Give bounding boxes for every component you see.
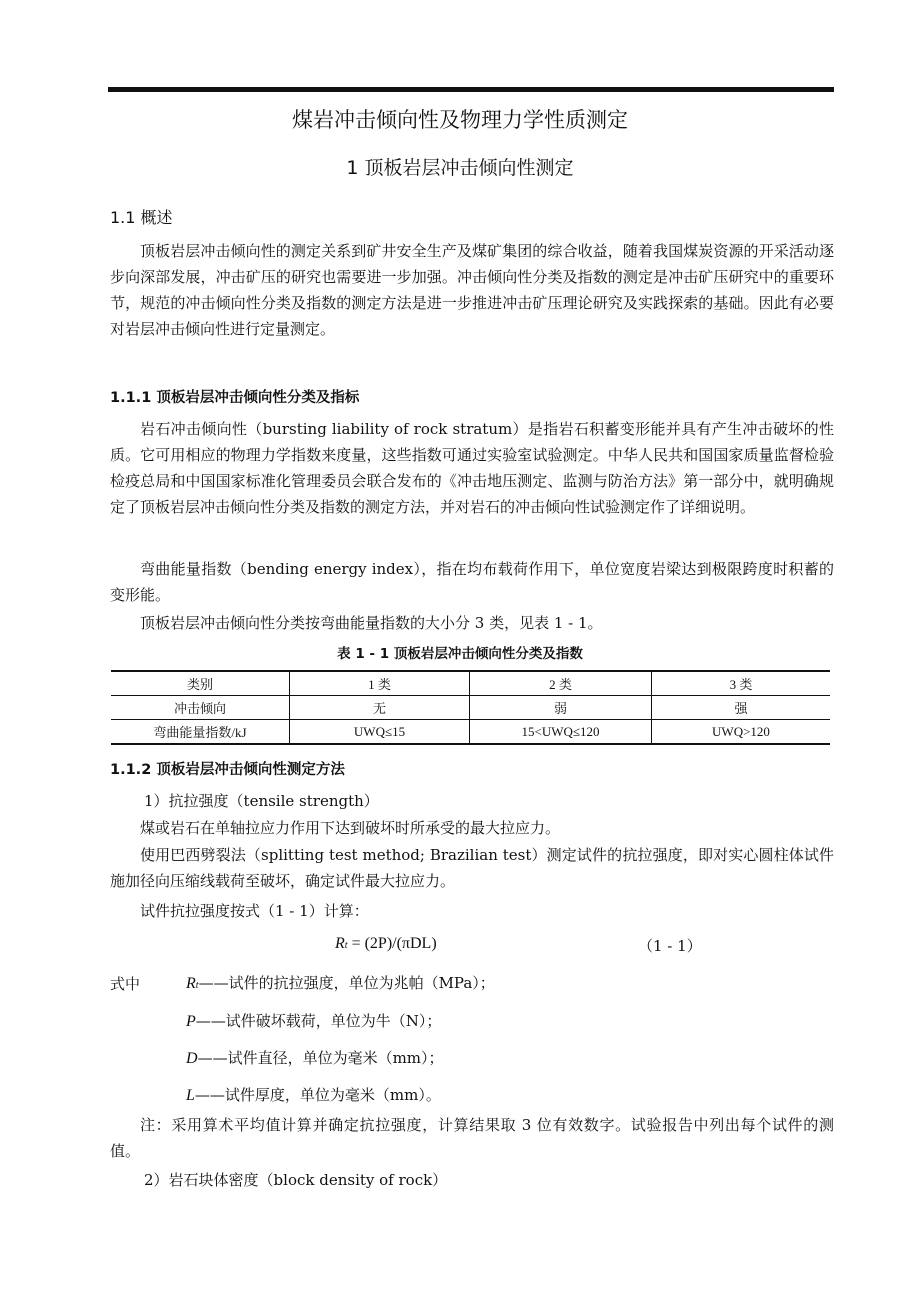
table-cell: 无 xyxy=(290,696,470,720)
table-cell: UWQ≤15 xyxy=(290,720,470,745)
paragraph-formula-intro: 试件抗拉强度按式（1 - 1）计算： xyxy=(140,902,369,920)
variable-text: ——试件厚度，单位为毫米（mm）。 xyxy=(194,1086,441,1104)
formula-number: （1 - 1） xyxy=(638,937,702,955)
table-cell: UWQ>120 xyxy=(652,720,831,745)
variable-symbol: P xyxy=(186,1013,196,1030)
table-header-cell: 3 类 xyxy=(652,671,831,696)
table-cell: 冲击倾向 xyxy=(111,696,290,720)
paragraph-classification: 顶板岩层冲击倾向性分类按弯曲能量指数的大小分 3 类，见表 1 - 1。 xyxy=(140,614,603,632)
where-label: 式中 xyxy=(110,975,141,993)
variable-symbol: D xyxy=(186,1050,198,1067)
variable-definition xyxy=(186,1047,444,1068)
variable-symbol: R xyxy=(186,975,196,992)
document-title: 煤岩冲击倾向性及物理力学性质测定 xyxy=(292,108,628,132)
section-heading-1-1-1: 1.1.1 顶板岩层冲击倾向性分类及指标 xyxy=(110,390,360,406)
table-cell: 强 xyxy=(652,696,831,720)
formula-lhs: R xyxy=(335,935,345,952)
variable-text: ——试件直径，单位为毫米（mm）； xyxy=(197,1049,444,1067)
paragraph-note: 注：采用算术平均值计算并确定抗拉强度，计算结果取 3 位有效数字。试验报告中列出每个试件的测值。 xyxy=(110,1116,834,1160)
variable-definition xyxy=(186,1010,441,1031)
classification-table xyxy=(111,670,830,745)
table-header-cell: 2 类 xyxy=(470,671,652,696)
table-cell: 弱 xyxy=(470,696,652,720)
table-header-cell: 1 类 xyxy=(290,671,470,696)
paragraph-bending-energy: 弯曲能量指数（bending energy index），指在均布载荷作用下，单位宽度岩梁达到极限跨度时积蓄的变形能。 xyxy=(110,560,834,604)
table-row xyxy=(111,720,830,745)
paragraph-brazilian-test: 使用巴西劈裂法（splitting test method; Brazilian test）测定试件的抗拉强度，即对实心圆柱体试件施加径向压缩线载荷至破坏，确定试件最大拉应力。 xyxy=(110,846,834,890)
table-cell: 15<UWQ≤120 xyxy=(470,720,652,745)
item-tensile-strength: 1）抗拉强度（tensile strength） xyxy=(144,792,379,810)
section-heading-1-1-2: 1.1.2 顶板岩层冲击倾向性测定方法 xyxy=(110,762,345,778)
variable-symbol: L xyxy=(186,1087,195,1104)
variable-text: ——试件破坏载荷，单位为牛（N）； xyxy=(195,1012,442,1030)
paragraph-tensile-definition: 煤或岩石在单轴拉应力作用下达到破坏时所承受的最大拉应力。 xyxy=(140,819,561,837)
formula-rhs: = (2P)/(πDL) xyxy=(347,935,437,952)
paragraph-bursting-liability: 岩石冲击倾向性（bursting liability of rock stratum）是指岩石积蓄变形能并具有产生冲击破坏的性质。它可用相应的物理力学指数来度量，这些指数可通过实验室试验测定。中华人民共和国国家质量监督检验检疫总局和中国国家标准化管理委员会联合发布的《冲击地压测定、监测与防治方法》第一部分中，就明确规定了顶板岩层冲击倾向性分类及指数的测定方法，并对岩石的冲击倾向性试验测定作了详细说明。 xyxy=(110,420,834,516)
variable-text: ——试件的抗拉强度，单位为兆帕（MPa）； xyxy=(198,974,495,992)
variable-definition xyxy=(186,1084,441,1105)
chapter-title: 1 顶板岩层冲击倾向性测定 xyxy=(346,157,574,179)
top-rule xyxy=(108,87,834,92)
section-heading-1-1: 1.1 概述 xyxy=(110,208,173,227)
variable-definition xyxy=(186,972,495,993)
variable-subscript: t xyxy=(195,980,199,991)
table-header-cell: 类别 xyxy=(111,671,290,696)
table-caption: 表 1 - 1 顶板岩层冲击倾向性分类及指数 xyxy=(337,646,583,662)
item-block-density: 2）岩石块体密度（block density of rock） xyxy=(144,1171,448,1189)
table-cell: 弯曲能量指数/kJ xyxy=(111,720,290,745)
table-row xyxy=(111,696,830,720)
table-header-row xyxy=(111,671,830,696)
formula-tensile-strength xyxy=(335,935,437,953)
paragraph-overview: 顶板岩层冲击倾向性的测定关系到矿井安全生产及煤矿集团的综合收益，随着我国煤炭资源的开采活动逐步向深部发展，冲击矿压的研究也需要进一步加强。冲击倾向性分类及指数的测定是冲击矿压研究中的重要环节，规范的冲击倾向性分类及指数的测定方法是进一步推进冲击矿压理论研究及实践探索的基础。因此有必要对岩层冲击倾向性进行定量测定。 xyxy=(110,242,834,338)
formula-lhs-subscript: t xyxy=(344,940,348,951)
